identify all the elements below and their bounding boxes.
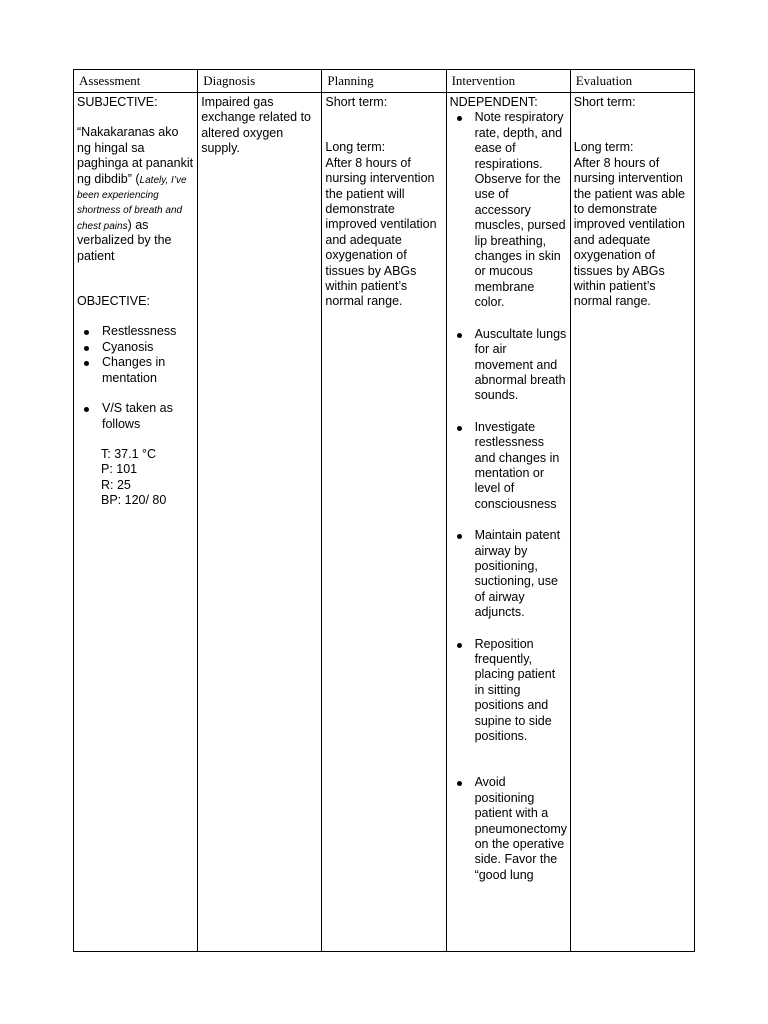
- planning-long-term-label: Long term:: [325, 140, 386, 155]
- list-item: Note respiratory rate, depth, and ease of respirations. Observe for the use of accessory muscles, pursed lip breathing, changes in skin or mucous membrane color.: [450, 110, 567, 310]
- objective-label: OBJECTIVE:: [77, 294, 150, 309]
- content-row: [74, 93, 695, 952]
- header-assessment: Assessment: [74, 70, 198, 93]
- list-item: Reposition frequently, placing patient in sitting positions and supine to side positions.: [450, 637, 567, 745]
- subjective-quote: [77, 125, 194, 264]
- vital-pulse: P: 101: [101, 462, 138, 477]
- nursing-care-plan-table: [73, 69, 695, 952]
- intervention-heading: NDEPENDENT:: [449, 95, 538, 109]
- intervention-cell: [446, 93, 570, 952]
- header-row: [74, 70, 695, 93]
- evaluation-long-term-label: Long term:: [573, 140, 634, 155]
- list-item: Investigate restlessness and changes in mentation or level of consciousness: [450, 420, 567, 512]
- evaluation-cell: [570, 93, 694, 952]
- list-item: Auscultate lungs for air movement and abnormal breath sounds.: [450, 327, 567, 404]
- vital-signs: [77, 447, 194, 509]
- header-diagnosis: Diagnosis: [198, 70, 322, 93]
- list-item: V/S taken as follows: [77, 401, 194, 432]
- diagnosis-cell: [198, 93, 322, 952]
- vital-respiration: R: 25: [101, 477, 131, 492]
- list-item: Cyanosis: [77, 340, 194, 355]
- header-evaluation: Evaluation: [570, 70, 694, 93]
- quote-end: ) as verbalized by the patient: [77, 217, 172, 263]
- objective-list: [77, 324, 194, 431]
- list-item: Maintain patent airway by positioning, suctioning, use of airway adjuncts.: [450, 528, 567, 620]
- vital-temperature: T: 37.1 °C: [101, 446, 157, 461]
- quote-translation: Lately, I’ve been experiencing shortness of breath and chest pains: [77, 174, 187, 232]
- vital-blood-pressure: BP: 120/ 80: [101, 493, 167, 508]
- assessment-cell: [74, 93, 198, 952]
- list-item: Avoid positioning patient with a pneumonectomy on the operative side. Favor the “good lung: [450, 775, 567, 883]
- list-item: Changes in mentation: [77, 355, 194, 386]
- list-item: Restlessness: [77, 324, 194, 339]
- planning-long-term-text: After 8 hours of nursing intervention the patient will demonstrate improved ventilation and adequate oxygenation of tissues by ABGs within patient’s normal range.: [325, 155, 437, 309]
- quote-start: “Nakakaranas ako ng hingal sa paghinga at panankit ng dibdib” (: [77, 125, 194, 186]
- subjective-label: SUBJECTIVE:: [77, 95, 158, 109]
- header-intervention: Intervention: [446, 70, 570, 93]
- diagnosis-text: Impaired gas exchange related to altered oxygen supply.: [201, 95, 311, 156]
- intervention-list: [450, 110, 567, 883]
- evaluation-long-term-text: After 8 hours of nursing intervention the patient was able to demonstrate improved ventilation and adequate oxygenation of tissues by ABGs within patient’s normal range.: [573, 155, 685, 309]
- planning-short-term-label: Short term:: [325, 95, 388, 109]
- header-planning: Planning: [322, 70, 446, 93]
- evaluation-short-term-label: Short term:: [573, 95, 636, 109]
- planning-cell: [322, 93, 446, 952]
